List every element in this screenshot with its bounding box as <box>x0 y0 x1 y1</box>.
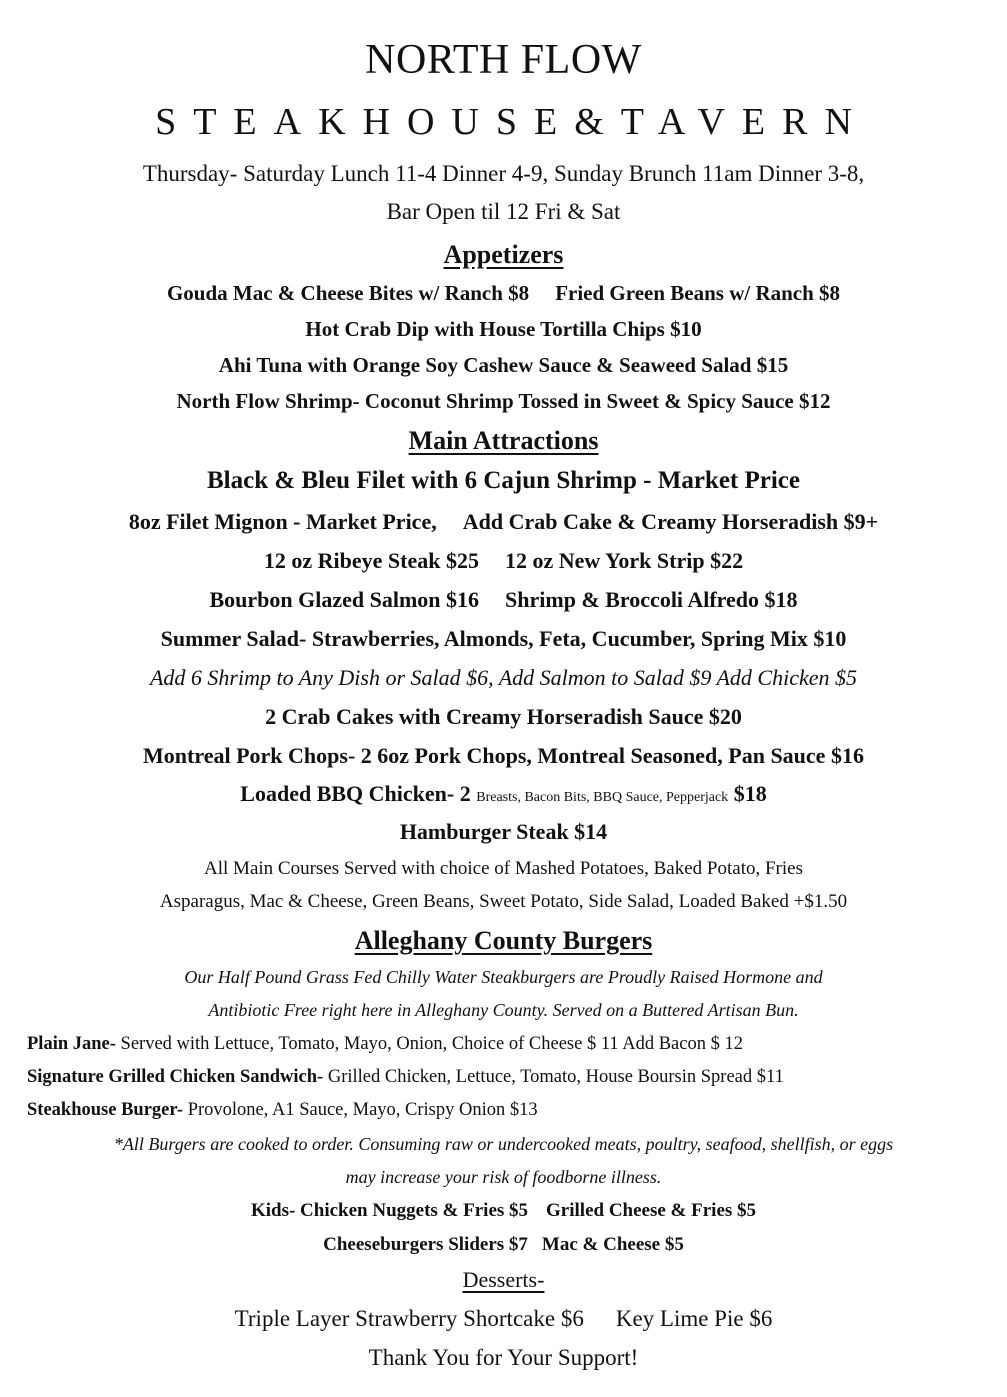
add-ons-note: Add 6 Shrimp to Any Dish or Salad $6, Add Salmon to Salad $9 Add Chicken $5 <box>149 665 858 690</box>
menu-item: Hot Crab Dip with House Tortilla Chips $10 <box>305 317 702 341</box>
burger-item-steakhouse: Steakhouse Burger- Provolone, A1 Sauce, Mayo, Crispy Onion $13 <box>27 1100 538 1120</box>
menu-item-bbq-chicken: Loaded BBQ Chicken- 2 Breasts, Bacon Bits, BBQ Sauce, Pepperjack $18 <box>240 781 767 806</box>
desserts-row <box>0 1306 1007 1332</box>
health-warning-2: may increase your risk of foodborne illness. <box>345 1167 662 1187</box>
menu-item: Hamburger Steak $14 <box>399 819 608 844</box>
menu-item: 12 oz New York Strip $22 <box>504 548 744 573</box>
menu-item: Cheeseburgers Sliders $7 <box>323 1234 528 1255</box>
menu-item: Mac & Cheese $5 <box>541 1234 684 1255</box>
health-warning-1: *All Burgers are cooked to order. Consuming raw or undercooked meats, poultry, seafood, shellfish, or eggs <box>113 1134 894 1154</box>
hours-line-2: Bar Open til 12 Fri & Sat <box>386 199 621 224</box>
main-row-filet <box>0 509 1007 535</box>
menu-item: Black & Bleu Filet with 6 Cajun Shrimp - Market Price <box>207 467 800 494</box>
restaurant-name: NORTH FLOW <box>365 37 642 83</box>
kids-row-2 <box>0 1234 1007 1256</box>
burger-item-chicken-sandwich: Signature Grilled Chicken Sandwich- Grilled Chicken, Lettuce, Tomato, House Boursin Spread $11 <box>27 1067 784 1087</box>
menu-item: 12 oz Ribeye Steak $25 <box>263 548 479 573</box>
thank-you-note: Thank You for Your Support! <box>368 1345 639 1370</box>
main-attractions-heading: Main Attractions <box>408 426 599 455</box>
menu-item: Ahi Tuna with Orange Soy Cashew Sauce & Seaweed Salad $15 <box>218 353 789 377</box>
menu-item: 2 Crab Cakes with Creamy Horseradish Sauce $20 <box>265 704 742 729</box>
menu-item: Add Crab Cake & Creamy Horseradish $9+ <box>462 509 879 534</box>
hours-line-1: Thursday- Saturday Lunch 11-4 Dinner 4-9, Sunday Brunch 11am Dinner 3-8, <box>142 161 865 186</box>
appetizers-heading: Appetizers <box>443 240 564 269</box>
burgers-intro-2: Antibiotic Free right here in Alleghany County. Served on a Buttered Artisan Bun. <box>208 1000 799 1020</box>
restaurant-subtitle: STEAKHOUSE&TAVERN <box>155 101 869 143</box>
menu-item: Triple Layer Strawberry Shortcake $6 <box>234 1306 584 1331</box>
main-row-steaks <box>0 548 1007 574</box>
burgers-intro-1: Our Half Pound Grass Fed Chilly Water Steakburgers are Proudly Raised Hormone and <box>184 967 823 987</box>
menu-item: North Flow Shrimp- Coconut Shrimp Tossed in Sweet & Spicy Sauce $12 <box>176 389 831 413</box>
main-row-salmon <box>0 587 1007 613</box>
desserts-heading: Desserts- <box>462 1267 545 1292</box>
sides-line-2: Asparagus, Mac & Cheese, Green Beans, Sweet Potato, Side Salad, Loaded Baked +$1.50 <box>159 891 848 912</box>
menu-item: Bourbon Glazed Salmon $16 <box>209 587 480 612</box>
menu-item: Fried Green Beans w/ Ranch $8 <box>555 281 841 305</box>
menu-item: 8oz Filet Mignon - Market Price, <box>128 509 437 534</box>
appetizer-row-1 <box>0 281 1007 306</box>
menu-item: Key Lime Pie $6 <box>615 1306 773 1331</box>
menu-item: Montreal Pork Chops- 2 6oz Pork Chops, Montreal Seasoned, Pan Sauce $16 <box>143 743 864 768</box>
sides-line-1: All Main Courses Served with choice of Mashed Potatoes, Baked Potato, Fries <box>204 858 803 879</box>
menu-item: Shrimp & Broccoli Alfredo $18 <box>505 587 798 612</box>
kids-row-1 <box>0 1200 1007 1222</box>
burger-item-plain-jane: Plain Jane- Served with Lettuce, Tomato, Mayo, Onion, Choice of Cheese $ 11 Add Bacon $ 12 <box>27 1034 743 1054</box>
menu-item: Kids- Chicken Nuggets & Fries $5 <box>250 1200 529 1221</box>
menu-item: Summer Salad- Strawberries, Almonds, Feta, Cucumber, Spring Mix $10 <box>160 626 847 651</box>
burgers-heading: Alleghany County Burgers <box>354 926 653 955</box>
menu-item: Gouda Mac & Cheese Bites w/ Ranch $8 <box>166 281 530 305</box>
menu-item: Grilled Cheese & Fries $5 <box>546 1200 757 1221</box>
